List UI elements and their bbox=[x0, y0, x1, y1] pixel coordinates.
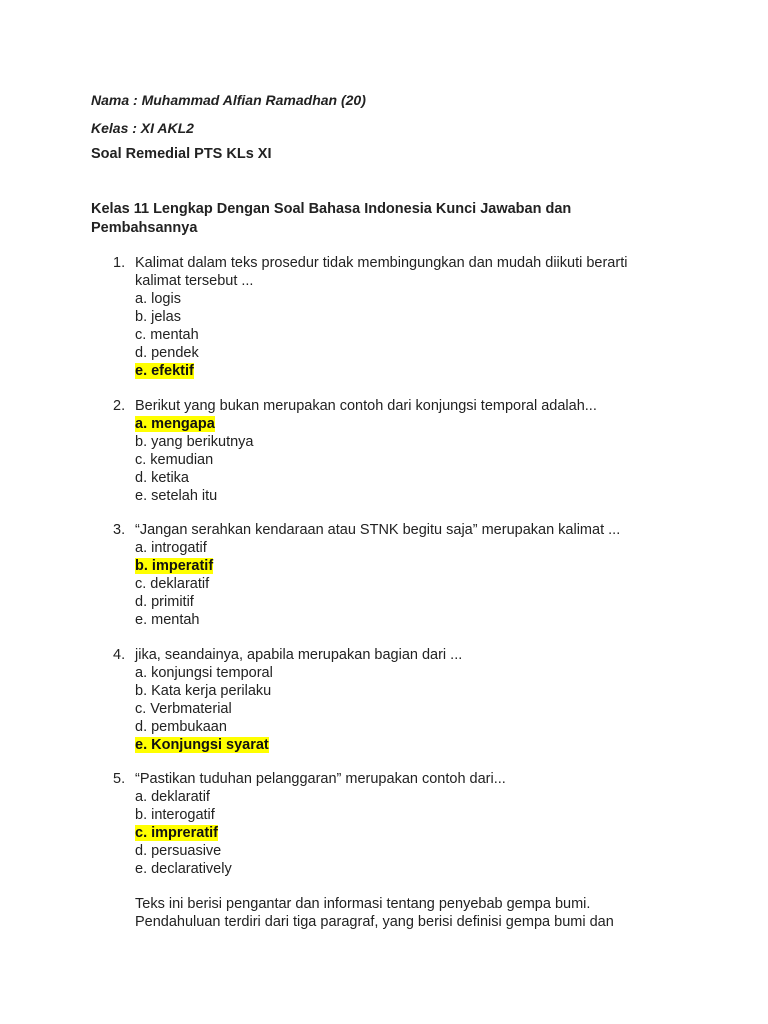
option: b. jelas bbox=[135, 309, 181, 325]
paragraph-line: Teks ini berisi pengantar dan informasi tentang penyebab gempa bumi. bbox=[135, 896, 591, 912]
paragraph-line: Pendahuluan terdiri dari tiga paragraf, yang berisi definisi gempa bumi dan bbox=[135, 914, 614, 930]
student-name: Nama : Muhammad Alfian Ramadhan (20) bbox=[91, 92, 366, 108]
question-text-line: “Jangan serahkan kendaraan atau STNK begitu saja” merupakan kalimat ... bbox=[135, 522, 621, 538]
section-title-line-1: Kelas 11 Lengkap Dengan Soal Bahasa Indonesia Kunci Jawaban dan bbox=[91, 201, 572, 217]
question-text bbox=[135, 254, 673, 290]
question-text bbox=[135, 646, 673, 664]
option: c. deklaratif bbox=[135, 576, 210, 592]
option: b. Kata kerja perilaku bbox=[135, 683, 272, 699]
section-title-line-2: Pembahsannya bbox=[91, 220, 198, 236]
question-number: 4. bbox=[113, 647, 126, 663]
option: d. primitif bbox=[135, 594, 194, 610]
question-number: 5. bbox=[113, 771, 126, 787]
question-number: 1. bbox=[113, 255, 126, 271]
option: a. deklaratif bbox=[135, 789, 210, 805]
option: a. introgatif bbox=[135, 540, 207, 556]
question-text bbox=[135, 521, 673, 539]
option: b. interogatif bbox=[135, 807, 215, 823]
option: d. pembukaan bbox=[135, 719, 227, 735]
option: d. ketika bbox=[135, 470, 189, 486]
document-subtitle: Soal Remedial PTS KLs XI bbox=[91, 146, 272, 162]
question-text-line: kalimat tersebut ... bbox=[135, 273, 254, 289]
question-2 bbox=[113, 397, 673, 505]
question-text-line: Berikut yang bukan merupakan contoh dari konjungsi temporal adalah... bbox=[135, 398, 597, 414]
option: d. persuasive bbox=[135, 843, 222, 859]
option: e. setelah itu bbox=[135, 488, 218, 504]
answer-option: c. impreratif bbox=[135, 825, 218, 841]
option: e. declaratively bbox=[135, 861, 232, 877]
question-text-line: jika, seandainya, apabila merupakan bagian dari ... bbox=[135, 647, 463, 663]
question-text-line: “Pastikan tuduhan pelanggaran” merupakan contoh dari... bbox=[135, 771, 506, 787]
question-text-line: Kalimat dalam teks prosedur tidak membingungkan dan mudah diikuti berarti bbox=[135, 255, 628, 271]
option: c. mentah bbox=[135, 327, 199, 343]
option: c. Verbmaterial bbox=[135, 701, 232, 717]
question-number: 2. bbox=[113, 398, 126, 414]
question-3 bbox=[113, 521, 673, 629]
answer-option: e. Konjungsi syarat bbox=[135, 737, 269, 753]
option: a. logis bbox=[135, 291, 181, 307]
question-4 bbox=[113, 646, 673, 754]
question-number: 3. bbox=[113, 522, 126, 538]
option: e. mentah bbox=[135, 612, 200, 628]
answer-option: b. imperatif bbox=[135, 558, 214, 574]
option: d. pendek bbox=[135, 345, 199, 361]
question-text bbox=[135, 770, 673, 788]
student-class: Kelas : XI AKL2 bbox=[91, 120, 194, 136]
question-5 bbox=[113, 770, 673, 878]
answer-option: a. mengapa bbox=[135, 416, 215, 432]
answer-option: e. efektif bbox=[135, 363, 194, 379]
question-text bbox=[135, 397, 673, 415]
option: a. konjungsi temporal bbox=[135, 665, 273, 681]
option: b. yang berikutnya bbox=[135, 434, 254, 450]
question-1 bbox=[113, 254, 673, 380]
option: c. kemudian bbox=[135, 452, 214, 468]
closing-paragraph bbox=[135, 895, 695, 931]
